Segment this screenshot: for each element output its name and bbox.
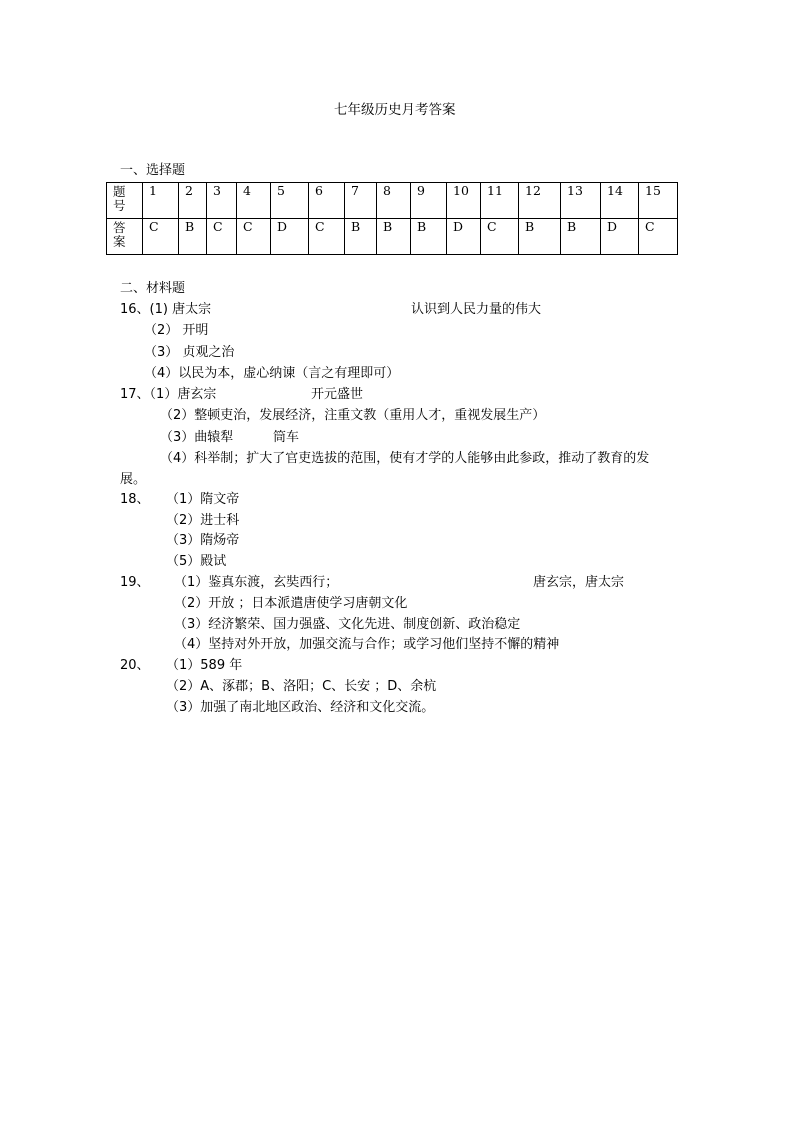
- table-cell: 5: [271, 183, 309, 219]
- q18-line2: （2）进士科: [166, 513, 240, 528]
- section2-heading: 二、材料题: [120, 281, 186, 296]
- table-cell: 10: [447, 183, 481, 219]
- q20-line1: （1）589 年: [166, 658, 243, 673]
- q20-number: 20、: [120, 658, 150, 673]
- table-cell: 9: [411, 183, 447, 219]
- table-cell: 4: [237, 183, 271, 219]
- table-cell: D: [271, 219, 309, 255]
- table-cell: B: [377, 219, 411, 255]
- table-cell: B: [411, 219, 447, 255]
- answer-table: [106, 182, 678, 255]
- q17-line3-answer: 筒车: [273, 430, 300, 445]
- q17-line4: （4）科举制；扩大了官吏选拔的范围，使有才学的人能够由此参政，推动了教育的发: [160, 451, 650, 466]
- table-cell: D: [601, 219, 639, 255]
- table-cell: 13: [561, 183, 601, 219]
- table-cell: C: [309, 219, 345, 255]
- table-cell: C: [143, 219, 179, 255]
- table-cell: 3: [207, 183, 237, 219]
- q19-line3: （3）经济繁荣、国力强盛、文化先进、制度创新、政治稳定: [174, 617, 521, 632]
- q17-line1-answer: 开元盛世: [311, 387, 364, 402]
- table-cell: 15: [639, 183, 678, 219]
- table-row-answers: [107, 219, 678, 255]
- table-row-numbers: [107, 183, 678, 219]
- row-label-answers: [107, 219, 143, 255]
- table-cell: 6: [309, 183, 345, 219]
- table-cell: D: [447, 219, 481, 255]
- q19-line2: （2）开放 ；日本派遣唐使学习唐朝文化: [174, 596, 408, 611]
- q16-line1-answer: 认识到人民力量的伟大: [411, 302, 542, 317]
- table-cell: B: [345, 219, 377, 255]
- q17-line5: 展。: [120, 472, 147, 487]
- q18-number: 18、: [120, 492, 150, 507]
- table-cell: B: [519, 219, 561, 255]
- table-cell: 1: [143, 183, 179, 219]
- q17-line2: （2）整顿吏治，发展经济，注重文教（重用人才，重视发展生产）: [160, 408, 546, 423]
- q17-line1: 17、（1）唐玄宗: [120, 387, 217, 402]
- q16-line4: （4）以民为本，虚心纳谏（言之有理即可）: [144, 366, 400, 381]
- table-cell: C: [481, 219, 519, 255]
- table-cell: 7: [345, 183, 377, 219]
- q19-number: 19、: [120, 575, 150, 590]
- table-cell: 11: [481, 183, 519, 219]
- table-cell: 12: [519, 183, 561, 219]
- row-label-numbers: [107, 183, 143, 219]
- q18-line1: （1）隋文帝: [166, 492, 240, 507]
- q17-line3: （3）曲辕犁: [160, 430, 234, 445]
- q16-line1: 16、(1) 唐太宗: [120, 302, 212, 317]
- q18-line3: （3）隋炀帝: [166, 533, 240, 548]
- table-cell: 2: [179, 183, 207, 219]
- table-cell: C: [207, 219, 237, 255]
- q16-line2: （2） 开明: [144, 323, 209, 338]
- q19-line1: （1）鉴真东渡，玄奘西行；: [174, 575, 339, 590]
- page-title: 七年级历史月考答案: [334, 102, 456, 118]
- table-cell: B: [179, 219, 207, 255]
- q20-line3: （3）加强了南北地区政治、经济和文化交流。: [166, 700, 435, 715]
- table-cell: C: [237, 219, 271, 255]
- table-cell: B: [561, 219, 601, 255]
- table-cell: C: [639, 219, 678, 255]
- row-label-text: 题号: [113, 184, 126, 213]
- q16-line3: （3） 贞观之治: [144, 345, 235, 360]
- q18-line4: （5）殿试: [166, 554, 227, 569]
- q19-line1-answer: 唐玄宗，唐太宗: [533, 575, 625, 590]
- row-label-text: 答案: [113, 220, 126, 249]
- q19-line4: （4）坚持对外开放，加强交流与合作；或学习他们坚持不懈的精神: [174, 637, 560, 652]
- table-cell: 14: [601, 183, 639, 219]
- q20-line2: （2）A、涿郡；B、洛阳；C、长安 ；D、余杭: [166, 679, 437, 694]
- table-cell: 8: [377, 183, 411, 219]
- section1-heading: 一、选择题: [120, 163, 186, 178]
